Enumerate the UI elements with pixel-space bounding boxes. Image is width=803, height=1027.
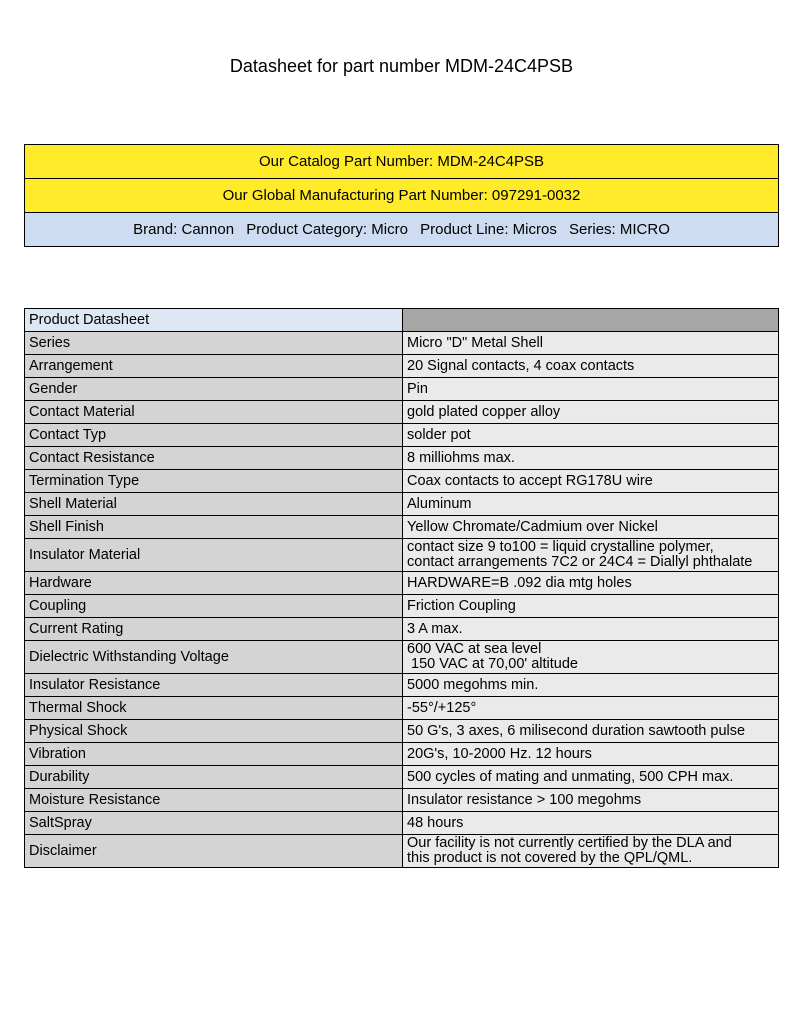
row-value bbox=[403, 812, 779, 835]
row-value-line: 48 hours bbox=[407, 815, 464, 831]
brand-info bbox=[25, 213, 778, 246]
row-value-line: Micro "D" Metal Shell bbox=[407, 335, 543, 351]
row-value bbox=[403, 516, 779, 539]
table-heading-blank bbox=[403, 309, 779, 332]
row-value bbox=[403, 595, 779, 618]
table-row bbox=[25, 378, 779, 401]
row-label: Arrangement bbox=[25, 355, 403, 378]
row-label: Disclaimer bbox=[25, 835, 403, 868]
table-row bbox=[25, 835, 779, 868]
row-label: Shell Finish bbox=[25, 516, 403, 539]
row-value-line: this product is not covered by the QPL/QML. bbox=[407, 850, 693, 866]
row-value-line: 50 G's, 3 axes, 6 milisecond duration sawtooth pulse bbox=[407, 723, 746, 739]
table-row bbox=[25, 789, 779, 812]
category-label: Product Category: Micro bbox=[246, 221, 408, 238]
table-row bbox=[25, 401, 779, 424]
row-value bbox=[403, 674, 779, 697]
row-value-line: HARDWARE=B .092 dia mtg holes bbox=[407, 575, 632, 591]
row-value-line: Pin bbox=[407, 381, 428, 397]
row-value-line: 5000 megohms min. bbox=[407, 677, 539, 693]
part-number-header bbox=[24, 144, 779, 247]
row-value-line: Yellow Chromate/Cadmium over Nickel bbox=[407, 519, 658, 535]
table-row bbox=[25, 572, 779, 595]
row-value-line: contact size 9 to100 = liquid crystalline polymer, bbox=[407, 539, 714, 555]
row-label: Shell Material bbox=[25, 493, 403, 516]
row-value bbox=[403, 618, 779, 641]
row-label: Contact Typ bbox=[25, 424, 403, 447]
table-row bbox=[25, 470, 779, 493]
row-value-line: Aluminum bbox=[407, 496, 472, 512]
table-row bbox=[25, 332, 779, 355]
row-value-line: 20G's, 10-2000 Hz. 12 hours bbox=[407, 746, 592, 762]
row-label: Gender bbox=[25, 378, 403, 401]
row-value bbox=[403, 470, 779, 493]
row-label: Insulator Material bbox=[25, 539, 403, 572]
row-value bbox=[403, 697, 779, 720]
table-row bbox=[25, 595, 779, 618]
row-value bbox=[403, 789, 779, 812]
row-value-line: gold plated copper alloy bbox=[407, 404, 561, 420]
page-title: Datasheet for part number MDM-24C4PSB bbox=[229, 56, 574, 76]
table-row bbox=[25, 447, 779, 470]
table-row bbox=[25, 493, 779, 516]
row-value-line: 600 VAC at sea level bbox=[407, 641, 542, 657]
datasheet-table bbox=[24, 308, 779, 868]
series-label: Series: MICRO bbox=[569, 221, 670, 238]
row-value-line: 500 cycles of mating and unmating, 500 CPH max. bbox=[407, 769, 734, 785]
table-row bbox=[25, 674, 779, 697]
row-value-line: Friction Coupling bbox=[407, 598, 516, 614]
row-value bbox=[403, 743, 779, 766]
row-value-line: contact arrangements 7C2 or 24C4 = Diallyl phthalate bbox=[407, 554, 753, 570]
row-value bbox=[403, 720, 779, 743]
table-heading: Product Datasheet bbox=[25, 309, 403, 332]
catalog-part-number: Our Catalog Part Number: MDM-24C4PSB bbox=[25, 145, 778, 179]
row-label: Series bbox=[25, 332, 403, 355]
row-label: Termination Type bbox=[25, 470, 403, 493]
row-value bbox=[403, 424, 779, 447]
row-label: Contact Resistance bbox=[25, 447, 403, 470]
row-label: Physical Shock bbox=[25, 720, 403, 743]
brand-label: Brand: Cannon bbox=[133, 221, 235, 238]
table-row bbox=[25, 424, 779, 447]
row-value-line: 8 milliohms max. bbox=[407, 450, 515, 466]
row-label: SaltSpray bbox=[25, 812, 403, 835]
row-value bbox=[403, 447, 779, 470]
row-value-line: -55°/+125° bbox=[407, 700, 477, 716]
row-label: Insulator Resistance bbox=[25, 674, 403, 697]
row-value bbox=[403, 572, 779, 595]
row-value bbox=[403, 539, 779, 572]
row-value-line: Our facility is not currently certified by the DLA and bbox=[407, 835, 732, 851]
row-value bbox=[403, 766, 779, 789]
table-row bbox=[25, 641, 779, 674]
product-line-label: Product Line: Micros bbox=[420, 221, 557, 238]
table-row bbox=[25, 743, 779, 766]
row-value-line: 150 VAC at 70,00' altitude bbox=[407, 656, 578, 672]
row-label: Coupling bbox=[25, 595, 403, 618]
row-label: Hardware bbox=[25, 572, 403, 595]
row-value bbox=[403, 355, 779, 378]
table-row bbox=[25, 766, 779, 789]
row-value bbox=[403, 493, 779, 516]
row-label: Moisture Resistance bbox=[25, 789, 403, 812]
row-value bbox=[403, 332, 779, 355]
table-row bbox=[25, 812, 779, 835]
table-row bbox=[25, 539, 779, 572]
row-value-line: Coax contacts to accept RG178U wire bbox=[407, 473, 653, 489]
row-value-line: Insulator resistance > 100 megohms bbox=[407, 792, 642, 808]
table-row bbox=[25, 697, 779, 720]
row-label: Contact Material bbox=[25, 401, 403, 424]
table-row bbox=[25, 516, 779, 539]
row-label: Current Rating bbox=[25, 618, 403, 641]
row-label: Durability bbox=[25, 766, 403, 789]
row-value bbox=[403, 835, 779, 868]
table-row bbox=[25, 618, 779, 641]
row-label: Thermal Shock bbox=[25, 697, 403, 720]
row-value bbox=[403, 378, 779, 401]
row-value bbox=[403, 401, 779, 424]
table-row bbox=[25, 720, 779, 743]
table-heading-row bbox=[25, 309, 779, 332]
row-value-line: 3 A max. bbox=[407, 621, 463, 637]
global-part-number: Our Global Manufacturing Part Number: 097291-0032 bbox=[25, 179, 778, 213]
row-label: Vibration bbox=[25, 743, 403, 766]
row-value-line: 20 Signal contacts, 4 coax contacts bbox=[407, 358, 635, 374]
table-row bbox=[25, 355, 779, 378]
row-value bbox=[403, 641, 779, 674]
row-value-line: solder pot bbox=[407, 427, 471, 443]
row-label: Dielectric Withstanding Voltage bbox=[25, 641, 403, 674]
